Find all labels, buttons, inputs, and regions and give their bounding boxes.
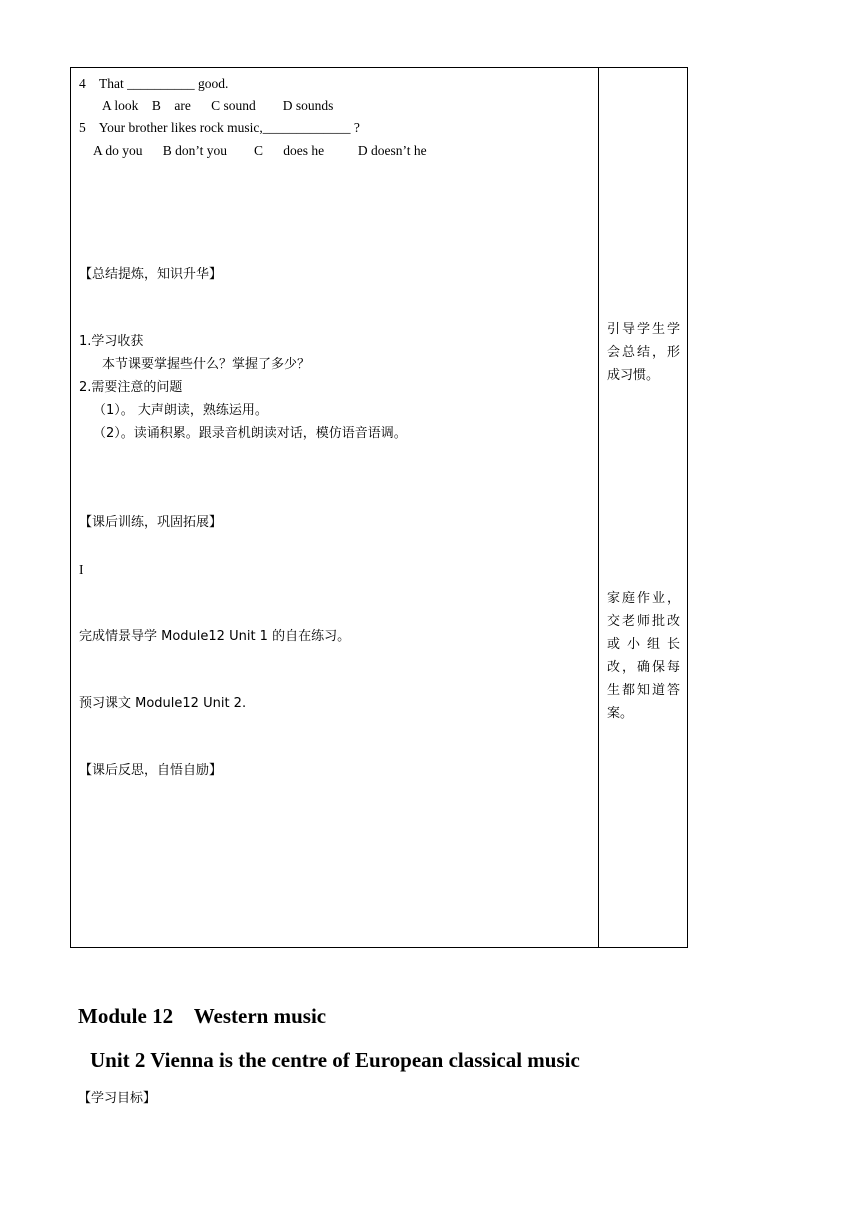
lesson-plan-table bbox=[70, 67, 688, 948]
homework-heading: 【课后训练，巩固拓展】 bbox=[79, 515, 223, 530]
teacher-notes-cell bbox=[599, 68, 688, 948]
homework-task-2: 预习课文 Module12 Unit 2. bbox=[79, 696, 247, 711]
table-row bbox=[71, 68, 688, 948]
learning-goals-label: 【学习目标】 bbox=[78, 1091, 157, 1106]
summary-item-2-point-1: （1）。 大声朗读，熟练运用。 bbox=[93, 403, 268, 418]
homework-marker: I bbox=[79, 562, 84, 577]
question-4-stem: 4 That __________ good. bbox=[79, 76, 229, 91]
question-5-options: A do you B don’t you C does he D doesn’t he bbox=[93, 143, 427, 158]
summary-item-1-text: 本节课要掌握些什么？掌握了多少？ bbox=[102, 357, 311, 372]
homework-side-note: 家庭作业，交老师批改或小组长改，确保每生都知道答案。 bbox=[607, 591, 680, 721]
question-5-stem: 5 Your brother likes rock music,_____________ ? bbox=[79, 120, 360, 135]
question-4-options: A look B are C sound D sounds bbox=[102, 98, 334, 113]
summary-item-2-point-2: （2）。读诵积累。跟录音机朗读对话，模仿语音语调。 bbox=[93, 426, 407, 441]
summary-side-note: 引导学生学会总结，形成习惯。 bbox=[607, 322, 680, 383]
main-content-cell bbox=[71, 68, 599, 948]
reflection-heading: 【课后反思，自悟自励】 bbox=[79, 763, 223, 778]
homework-task-1: 完成情景导学 Module12 Unit 1 的自在练习。 bbox=[79, 629, 351, 644]
summary-item-2-title: 2.需要注意的问题 bbox=[79, 380, 183, 395]
summary-item-1-title: 1.学习收获 bbox=[79, 334, 144, 349]
module-title: Module 12 Western music bbox=[78, 1004, 327, 1028]
summary-heading: 【总结提炼，知识升华】 bbox=[79, 267, 223, 282]
unit-title: Unit 2 Vienna is the centre of European classical music bbox=[90, 1048, 580, 1072]
